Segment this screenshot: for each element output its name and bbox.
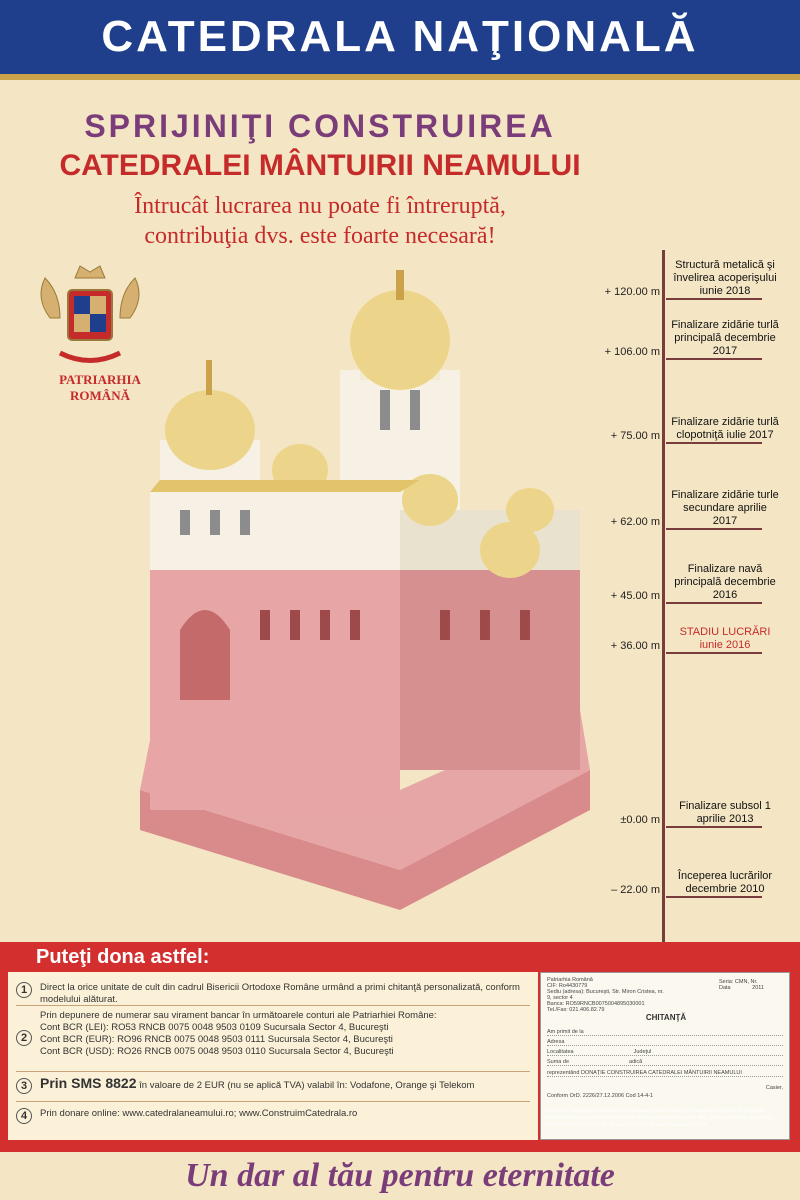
donate-item-3 <box>16 1076 530 1102</box>
receipt-tel: Tel./Fax: 021.406.82.79 <box>547 1007 605 1013</box>
milestone-tick <box>666 896 762 898</box>
donate-item-4 <box>16 1106 530 1132</box>
milestone-tick <box>666 442 762 444</box>
receipt-cif: CIF: Ro4430779 <box>547 983 588 989</box>
receipt-suma: Suma de <box>547 1059 570 1065</box>
milestone-height: + 106.00 m <box>604 346 660 358</box>
donate-list <box>8 972 538 1140</box>
donate-item-2 <box>16 1008 530 1072</box>
milestone-36-current <box>560 612 800 652</box>
heading-line1: SPRIJINIŢI CONSTRUIREA <box>84 108 556 144</box>
receipt-date-row <box>719 985 785 991</box>
donate-text: Direct la orice unitate de cult din cadrul Bisericii Ortodoxe Române urmând a primi chitanţă personalizată, conform modelului alăturat. <box>40 982 520 1005</box>
milestone-tick <box>666 602 762 604</box>
receipt-casier: Casier, <box>765 1085 783 1091</box>
donate-item-1 <box>16 980 530 1006</box>
top-banner <box>0 0 800 80</box>
receipt-sediu: Sediu (adresa): Bucureşti, Str. Miron Cristea, nr. 9, sector 4 <box>547 989 664 1001</box>
milestone-height: + 45.00 m <box>610 590 660 602</box>
milestone-tick <box>666 826 762 828</box>
milestone-label: Finalizare zidărie turlă clopotniţă iulie 2017 <box>671 416 779 441</box>
milestone-height: + 120.00 m <box>604 286 660 298</box>
org-name: PATRIARHIA ROMÂNĂ <box>59 372 141 403</box>
receipt-loc-row <box>547 1049 783 1056</box>
account-lei: Cont BCR (LEI): RO53 RNCB 0075 0048 9503 0109 Sucursala Sector 4, Bucureşti <box>40 1022 389 1033</box>
milestone-label: STADIU LUCRĂRI iunie 2016 <box>679 626 771 651</box>
milestone-height: – 22.00 m <box>611 884 660 896</box>
tagline: Un dar al tău pentru eternitate <box>185 1157 615 1194</box>
milestone-label: Finalizare subsol 1 aprilie 2013 <box>679 800 771 825</box>
donate-text <box>40 1010 437 1058</box>
milestone-label: Finalizare navă principală decembrie 2016 <box>674 563 776 601</box>
donate-num: 2 <box>16 1030 32 1046</box>
milestone-label: Finalizare zidărie turle secundare aprilie 2017 <box>671 489 779 527</box>
banner-title: CATEDRALA NAŢIONALĂ <box>101 12 699 61</box>
heading-block <box>40 108 600 251</box>
milestone-label: Finalizare zidărie turlă principală decembrie 2017 <box>671 319 779 357</box>
heading-line3a: Întrucât lucrarea nu poate fi întreruptă, <box>134 193 506 219</box>
cathedral-illustration <box>120 270 600 950</box>
milestone-45 <box>560 562 800 602</box>
milestone-tick <box>666 358 762 360</box>
heading-line3b: contribuţia dvs. este foarte necesară! <box>144 223 496 249</box>
receipt-note: ATENŢIE! Patriarhia Română nu colectează fonduri pentru construirea Catedralei Mântuirii Neamului prin nicio altă metodă decât cele prezentate în acest afiş. Pentru întrebări şi sesizări folosiţi telefon 021.406.82.79 sau email info@catedralaneamului.ro <box>544 1108 773 1128</box>
receipt-suma-row <box>547 1059 783 1066</box>
heading-line2: CATEDRALEI MÂNTUIRII NEAMULUI <box>59 149 581 182</box>
milestone-tick <box>666 528 762 530</box>
receipt-banca: Banca: RO59RNCB0075004895030001 <box>547 1001 645 1007</box>
sms-strong: Prin SMS 8822 <box>40 1075 137 1091</box>
milestone-62 <box>560 488 800 528</box>
receipt-localitatea: Localitatea <box>547 1049 574 1055</box>
receipt-am-primit: Am primit de la <box>547 1029 783 1036</box>
receipt-year: 2011 <box>752 985 764 991</box>
sms-text: în valoare de 2 EUR (nu se aplică TVA) valabil în: Vodafone, Orange şi Telekom <box>139 1080 475 1091</box>
donate-num: 3 <box>16 1078 32 1094</box>
receipt-org: Patriarhia Română <box>547 977 593 983</box>
milestone-106 <box>560 318 800 358</box>
receipt-conform: Conform OrD. 2226/27.12.2006 Cod 14-4-1 <box>547 1093 654 1099</box>
donate-online-text[interactable]: Prin donare online: www.catedralaneamului.ro; www.ConstruimCatedrala.ro <box>40 1108 358 1119</box>
donate-intro: Prin depunere de numerar sau virament bancar în următoarele conturi ale Patriarhiei Române: <box>40 1010 437 1021</box>
receipt-adica: adică <box>629 1059 643 1065</box>
account-usd: Cont BCR (USD): RO26 RNCB 0075 0048 9503 0110 Sucursala Sector 4, Bucureşti <box>40 1046 394 1057</box>
receipt-judetul: Judeţul <box>633 1049 652 1055</box>
milestone-tick <box>666 298 762 300</box>
donate-text <box>40 1077 474 1092</box>
receipt-data: Data <box>719 985 731 991</box>
milestone-tick <box>666 652 762 654</box>
milestone-height: + 36.00 m <box>610 640 660 652</box>
receipt-fields <box>547 1029 783 1099</box>
donate-num: 1 <box>16 982 32 998</box>
donate-title: Puteţi dona astfel: <box>36 946 210 968</box>
milestone-0 <box>560 786 800 826</box>
milestone-height: + 62.00 m <box>610 516 660 528</box>
milestone-75 <box>560 402 800 442</box>
milestone-120 <box>560 258 800 298</box>
milestone-height: + 75.00 m <box>610 430 660 442</box>
milestone-height: ±0.00 m <box>620 814 660 826</box>
donate-num: 4 <box>16 1108 32 1124</box>
receipt-reprezentand: reprezentând DONAŢIE CONSTRUIREA CATEDRALEI MÂNTUIRII NEAMULUI <box>547 1070 783 1077</box>
milestone-minus22 <box>560 856 800 896</box>
receipt-serial <box>719 979 785 991</box>
milestone-label: Începerea lucrărilor decembrie 2010 <box>677 870 773 895</box>
receipt-issuer <box>547 977 667 1013</box>
account-eur: Cont BCR (EUR): RO96 RNCB 0075 0048 9503 0111 Sucursala Sector 4, Bucureşti <box>40 1034 393 1045</box>
milestone-label: Structură metalică şi învelirea acoperişului iunie 2018 <box>673 259 777 297</box>
heading-line3 <box>40 191 600 251</box>
receipt-serie: Seria: CMN, Nr. <box>719 979 758 985</box>
receipt-adresa: Adresa <box>547 1039 783 1046</box>
receipt-title: CHITANŢĂ <box>645 1013 687 1022</box>
